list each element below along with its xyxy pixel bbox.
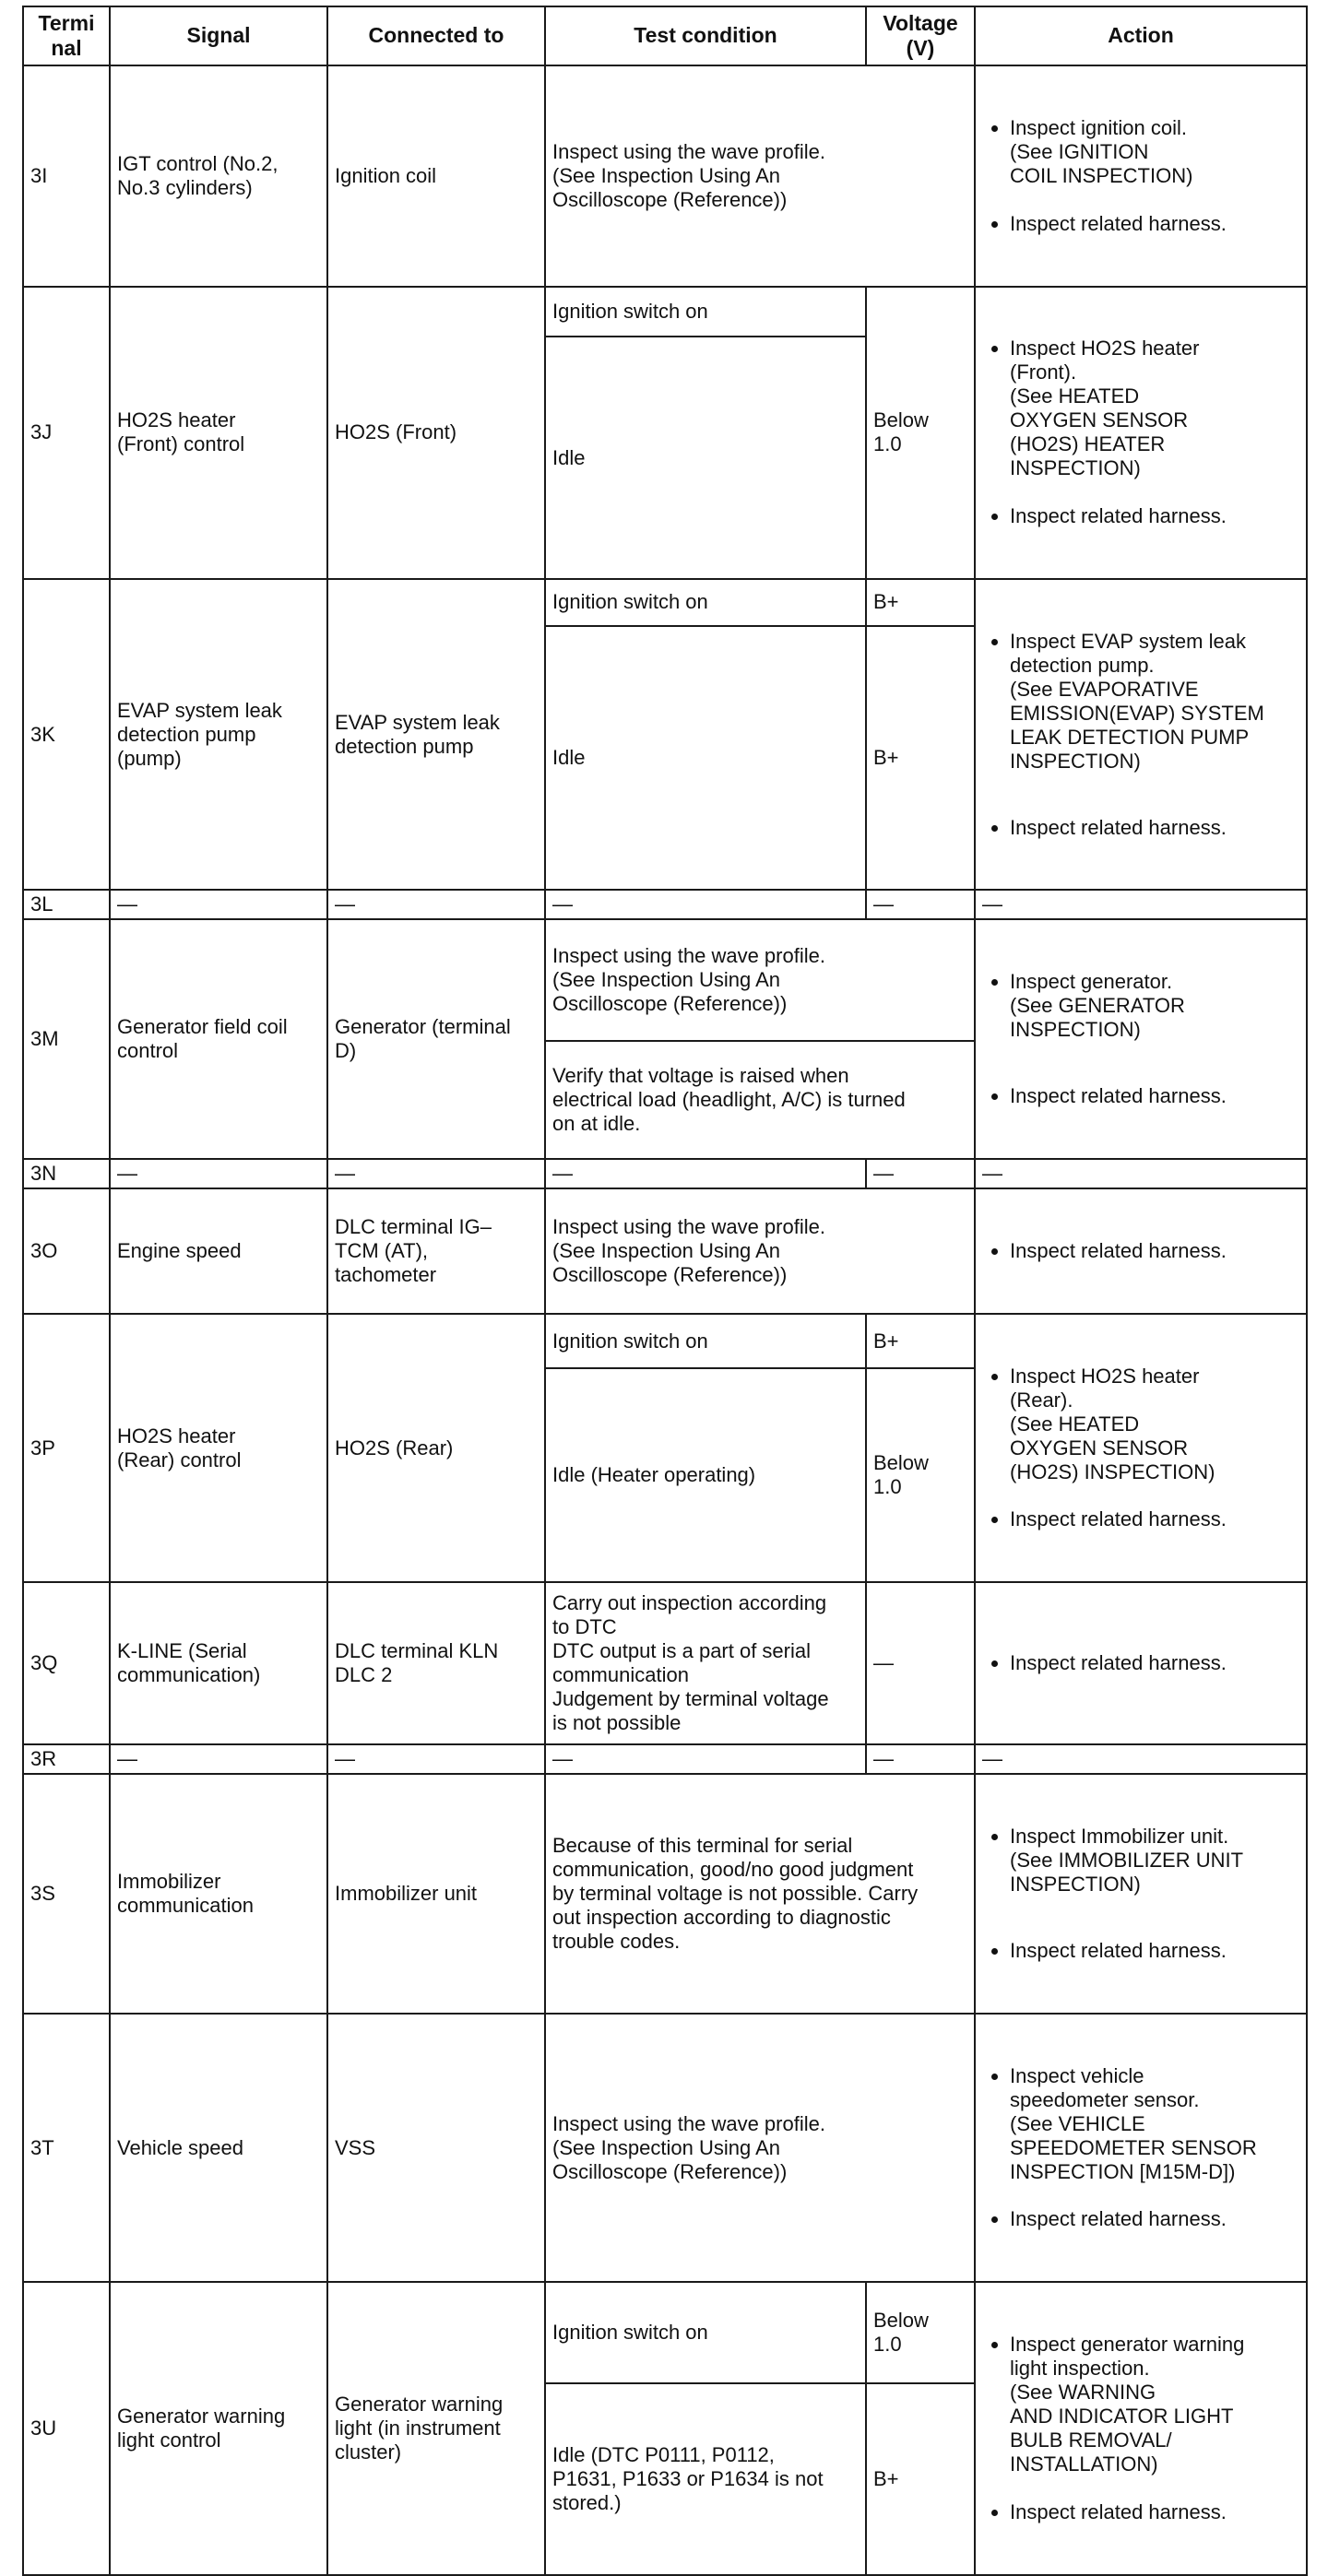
connected-to-cell: HO2S (Rear) — [327, 1314, 545, 1582]
action-cell — [975, 1314, 1307, 1582]
terminal-cell: 3J — [23, 287, 110, 579]
signal-cell: — — [110, 1159, 327, 1188]
connected-to-cell: Immobilizer unit — [327, 1774, 545, 2014]
action-item: • Inspect related harness. — [1010, 504, 1299, 528]
table-row-3O — [23, 1188, 1307, 1314]
terminal-cell: 3O — [23, 1188, 110, 1314]
connected-to-cell: — — [327, 1159, 545, 1188]
voltage-cell: Below 1.0 — [866, 287, 975, 579]
table-row-3P — [23, 1314, 1307, 1369]
header-row — [23, 6, 1307, 65]
test-condition-cell: Carry out inspection according to DTC DTC output is a part of serial communication Judgement by terminal voltage is not possible — [545, 1582, 866, 1744]
signal-cell: Immobilizer communication — [110, 1774, 327, 2014]
table-row-3R — [23, 1744, 1307, 1774]
test-condition-cell: Idle (DTC P0111, P0112, P1631, P1633 or P1634 is not stored.) — [545, 2383, 866, 2575]
header-voltage: Voltage (V) — [866, 6, 975, 65]
voltage-cell: B+ — [866, 626, 975, 891]
terminal-cell: 3I — [23, 65, 110, 287]
signal-cell: Generator warning light control — [110, 2282, 327, 2574]
terminal-cell: 3N — [23, 1159, 110, 1188]
test-condition-cell: Inspect using the wave profile. (See Inspection Using An Oscilloscope (Reference)) — [545, 1188, 975, 1314]
voltage-cell: — — [866, 1744, 975, 1774]
test-condition-cell: Idle (Heater operating) — [545, 1368, 866, 1582]
action-item: • Inspect related harness. — [1010, 1507, 1299, 1531]
connected-to-cell: DLC terminal IG– TCM (AT), tachometer — [327, 1188, 545, 1314]
connected-to-cell: HO2S (Front) — [327, 287, 545, 579]
action-item: • Inspect vehicle speedometer sensor. (See VEHICLE SPEEDOMETER SENSOR INSPECTION [M15M-D]) — [1010, 2064, 1299, 2184]
signal-cell: Vehicle speed — [110, 2014, 327, 2282]
terminal-cell: 3U — [23, 2282, 110, 2574]
signal-cell: EVAP system leak detection pump (pump) — [110, 579, 327, 890]
action-item: • Inspect related harness. — [1010, 1239, 1299, 1263]
action-cell — [975, 1188, 1307, 1314]
action-item: • Inspect generator warning light inspection. (See WARNING AND INDICATOR LIGHT BULB REMOVAL/ INSTALLATION) — [1010, 2333, 1299, 2476]
header-terminal: Termi nal — [23, 6, 110, 65]
test-condition-cell: Inspect using the wave profile. (See Inspection Using An Oscilloscope (Reference)) — [545, 919, 975, 1040]
connected-to-cell: EVAP system leak detection pump — [327, 579, 545, 890]
test-condition-cell: Idle — [545, 626, 866, 891]
test-condition-cell: Inspect using the wave profile. (See Inspection Using An Oscilloscope (Reference)) — [545, 2014, 975, 2282]
connected-to-cell: Ignition coil — [327, 65, 545, 287]
terminal-cell: 3Q — [23, 1582, 110, 1744]
signal-cell: IGT control (No.2, No.3 cylinders) — [110, 65, 327, 287]
voltage-cell: — — [866, 1582, 975, 1744]
test-condition-cell: Ignition switch on — [545, 2282, 866, 2382]
connected-to-cell: VSS — [327, 2014, 545, 2282]
test-condition-cell: Idle — [545, 337, 866, 579]
action-item: • Inspect related harness. — [1010, 2500, 1299, 2524]
voltage-cell: — — [866, 1159, 975, 1188]
signal-cell: Generator field coil control — [110, 919, 327, 1159]
voltage-cell: — — [866, 890, 975, 919]
table-row-3T — [23, 2014, 1307, 2282]
action-item: • Inspect related harness. — [1010, 1651, 1299, 1675]
action-item: • Inspect related harness. — [1010, 816, 1299, 840]
signal-cell: HO2S heater (Rear) control — [110, 1314, 327, 1582]
test-condition-cell: Ignition switch on — [545, 287, 866, 337]
table-row-3S — [23, 1774, 1307, 2014]
header-action: Action — [975, 6, 1307, 65]
signal-cell: HO2S heater (Front) control — [110, 287, 327, 579]
action-item: • Inspect HO2S heater (Front). (See HEATED OXYGEN SENSOR (HO2S) HEATER INSPECTION) — [1010, 337, 1299, 480]
action-cell — [975, 2014, 1307, 2282]
terminal-cell: 3K — [23, 579, 110, 890]
terminal-cell: 3R — [23, 1744, 110, 1774]
signal-cell: — — [110, 890, 327, 919]
table-row-3K — [23, 579, 1307, 626]
table-row-3U — [23, 2282, 1307, 2382]
test-condition-cell: Because of this terminal for serial communication, good/no good judgment by terminal voltage is not possible. Carry out inspection according to diagnostic trouble codes. — [545, 1774, 975, 2014]
test-condition-cell: — — [545, 890, 866, 919]
action-item: • Inspect HO2S heater (Rear). (See HEATED OXYGEN SENSOR (HO2S) INSPECTION) — [1010, 1365, 1299, 1484]
voltage-cell: Below 1.0 — [866, 2282, 975, 2382]
action-cell: — — [975, 1744, 1307, 1774]
action-cell — [975, 1774, 1307, 2014]
action-cell — [975, 579, 1307, 890]
connected-to-cell: — — [327, 1744, 545, 1774]
header-test-condition: Test condition — [545, 6, 866, 65]
voltage-cell: B+ — [866, 579, 975, 626]
action-item: • Inspect related harness. — [1010, 1084, 1299, 1108]
test-condition-cell: Verify that voltage is raised when electrical load (headlight, A/C) is turned on at idle. — [545, 1041, 975, 1159]
terminal-cell: 3M — [23, 919, 110, 1159]
terminal-cell: 3L — [23, 890, 110, 919]
action-item: • Inspect related harness. — [1010, 212, 1299, 236]
table-row-3L — [23, 890, 1307, 919]
action-item: • Inspect related harness. — [1010, 2207, 1299, 2231]
test-condition-cell: Ignition switch on — [545, 1314, 866, 1369]
table-row-3I — [23, 65, 1307, 287]
terminal-cell: 3P — [23, 1314, 110, 1582]
test-condition-cell: Ignition switch on — [545, 579, 866, 626]
action-cell — [975, 2282, 1307, 2574]
table-row-3M — [23, 919, 1307, 1040]
action-item: • Inspect Immobilizer unit. (See IMMOBILIZER UNIT INSPECTION) — [1010, 1825, 1299, 1897]
test-condition-cell: — — [545, 1159, 866, 1188]
action-cell: — — [975, 1159, 1307, 1188]
signal-cell: K-LINE (Serial communication) — [110, 1582, 327, 1744]
action-item: • Inspect generator. (See GENERATOR INSPECTION) — [1010, 970, 1299, 1042]
connected-to-cell: — — [327, 890, 545, 919]
action-item: • Inspect ignition coil. (See IGNITION COIL INSPECTION) — [1010, 116, 1299, 188]
table-row-3N — [23, 1159, 1307, 1188]
test-condition-cell: — — [545, 1744, 866, 1774]
connected-to-cell: Generator warning light (in instrument cluster) — [327, 2282, 545, 2574]
signal-cell: Engine speed — [110, 1188, 327, 1314]
connected-to-cell: DLC terminal KLN DLC 2 — [327, 1582, 545, 1744]
action-cell — [975, 65, 1307, 287]
terminal-inspection-table — [22, 6, 1308, 2576]
action-cell — [975, 287, 1307, 579]
voltage-cell: B+ — [866, 1314, 975, 1369]
action-item: • Inspect EVAP system leak detection pump. (See EVAPORATIVE EMISSION(EVAP) SYSTEM LEAK DETECTION PUMP INSPECTION) — [1010, 630, 1299, 774]
terminal-cell: 3T — [23, 2014, 110, 2282]
action-cell — [975, 1582, 1307, 1744]
terminal-cell: 3S — [23, 1774, 110, 2014]
test-condition-cell: Inspect using the wave profile. (See Inspection Using An Oscilloscope (Reference)) — [545, 65, 975, 287]
voltage-cell: Below 1.0 — [866, 1368, 975, 1582]
voltage-cell: B+ — [866, 2383, 975, 2575]
header-connected-to: Connected to — [327, 6, 545, 65]
signal-cell: — — [110, 1744, 327, 1774]
table-row-3Q — [23, 1582, 1307, 1744]
connected-to-cell: Generator (terminal D) — [327, 919, 545, 1159]
action-cell — [975, 919, 1307, 1159]
action-cell: — — [975, 890, 1307, 919]
action-item: • Inspect related harness. — [1010, 1939, 1299, 1963]
header-signal: Signal — [110, 6, 327, 65]
table-row-3J — [23, 287, 1307, 337]
